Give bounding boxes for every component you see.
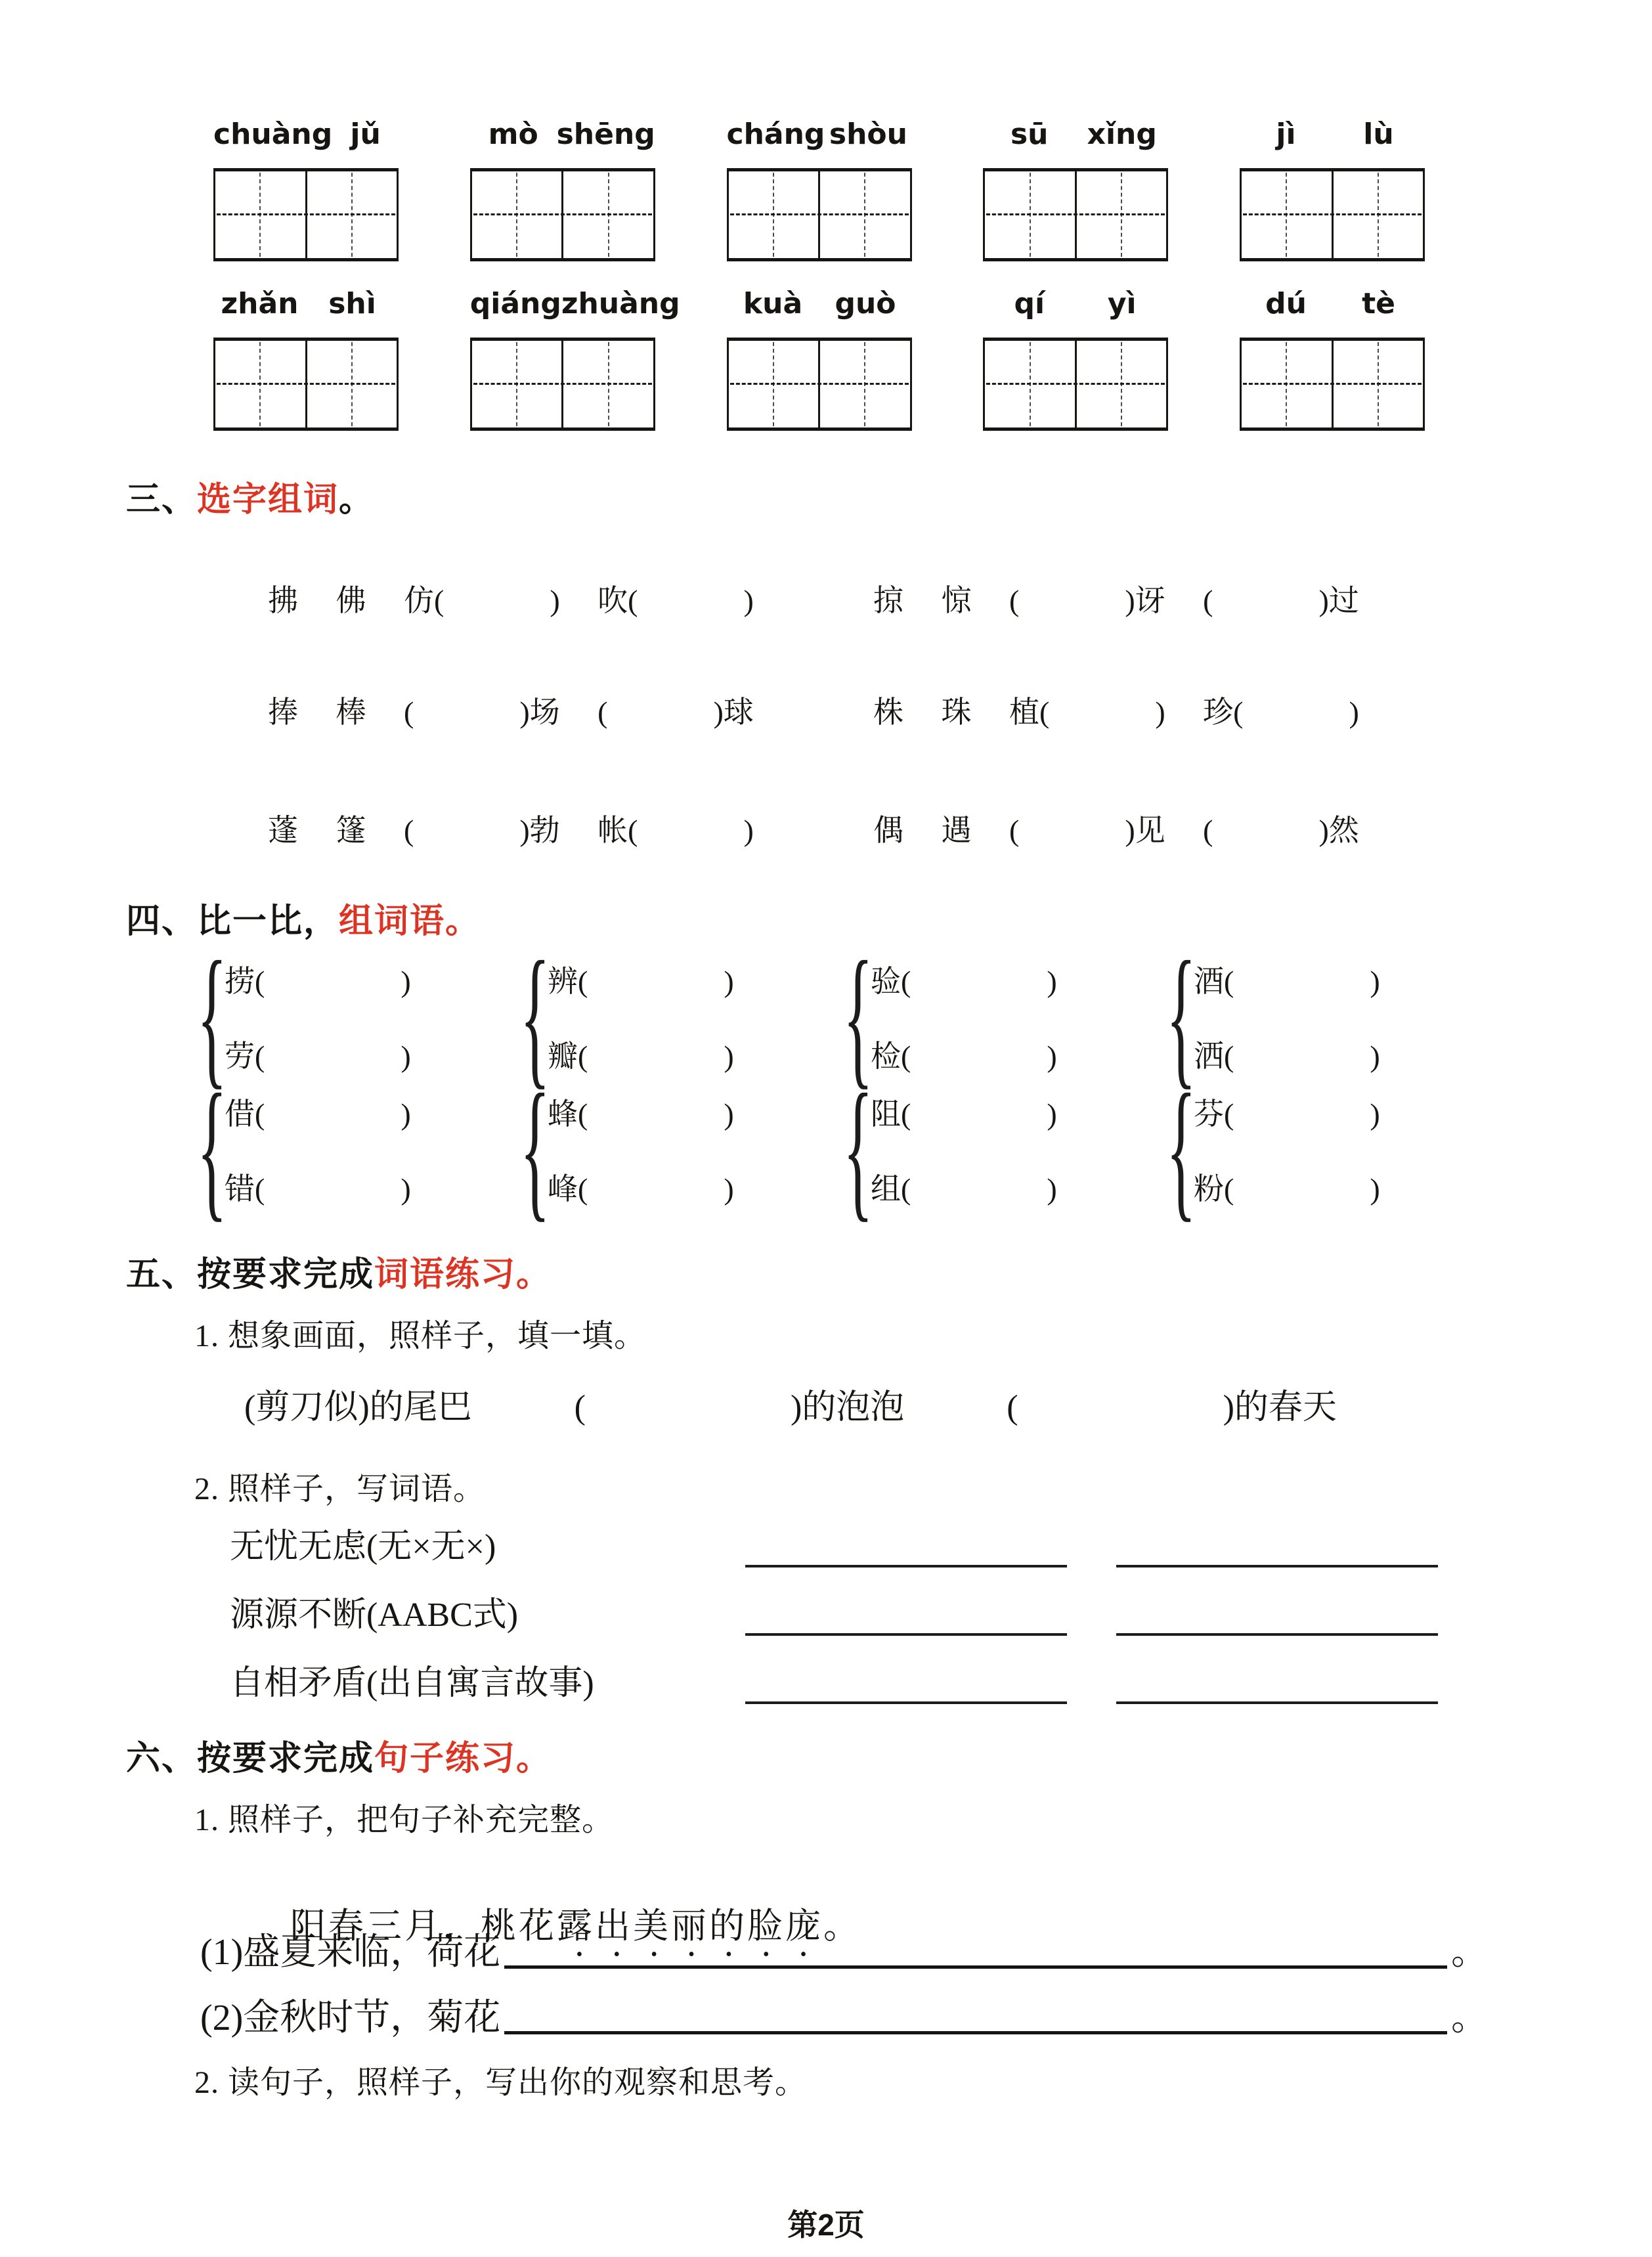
writing-grid — [727, 168, 912, 261]
pinyin-syllable: sū — [1010, 118, 1049, 151]
question-period: 。 — [1451, 1932, 1488, 1973]
left-brace-icon — [197, 1087, 225, 1212]
writing-grid — [213, 338, 399, 431]
compare-pair — [843, 1084, 1166, 1215]
pinyin-labels-row2 — [213, 282, 1425, 431]
answer-blank — [745, 1525, 1067, 1567]
choose-word-row — [268, 806, 1652, 850]
question-label: (2)金秋时节，菊花 — [200, 1998, 501, 2038]
pinyin-syllable: jǔ — [350, 118, 381, 151]
writing-grid — [1240, 338, 1425, 431]
pinyin-syllable: dú — [1265, 287, 1307, 320]
pinyin-syllable: zhuàng — [561, 287, 680, 320]
grid-cell — [305, 171, 397, 258]
section5-item1: 1. 想象画面，照样子，填一填。 — [194, 1319, 647, 1353]
pinyin-word — [1240, 113, 1425, 261]
word-pattern-label: 源源不断(AABC式) — [230, 1596, 519, 1634]
pair-top: 芬( ) — [1194, 1097, 1380, 1131]
pinyin-syllable: cháng — [726, 118, 825, 151]
pinyin-syllable: shòu — [829, 118, 907, 151]
section6-title: 句子练习 — [374, 1740, 517, 1778]
writing-grid — [213, 168, 399, 261]
writing-grid — [727, 338, 912, 431]
pair-bottom: 组( ) — [871, 1172, 1057, 1206]
word-pattern-row — [230, 1655, 1652, 1704]
pinyin-syllable: qiáng — [469, 287, 561, 320]
answer-blank — [1116, 1662, 1438, 1704]
writing-grid — [470, 168, 655, 261]
word-pattern-row — [230, 1518, 1652, 1567]
grid-cell — [305, 341, 397, 427]
pinyin-word — [727, 282, 912, 431]
grid-cell — [818, 171, 910, 258]
pinyin-label — [213, 113, 399, 151]
choose-word-group: 偶 遇 ( )见 ( )然 — [873, 814, 1359, 847]
left-brace-icon — [197, 954, 225, 1079]
compare-pairs-row — [197, 1084, 1652, 1215]
pinyin-syllable: tè — [1362, 287, 1395, 320]
pair-bottom: 粉( ) — [1194, 1172, 1380, 1206]
pinyin-syllable: jì — [1276, 118, 1296, 151]
pinyin-label — [1240, 113, 1425, 151]
section6-item1: 1. 照样子，把句子补充完整。 — [194, 1803, 615, 1837]
pair-top: 验( ) — [871, 965, 1057, 998]
answer-blank — [745, 1594, 1067, 1636]
writing-grid — [983, 338, 1168, 431]
grid-cell — [729, 171, 819, 258]
pinyin-word — [983, 282, 1168, 431]
grid-cell — [1332, 171, 1424, 258]
pinyin-word — [213, 113, 399, 261]
grid-cell — [1242, 341, 1332, 427]
section3-heading — [126, 471, 1652, 521]
pair-bottom: 瓣( ) — [548, 1040, 734, 1073]
pair-bottom: 劳( ) — [225, 1040, 411, 1073]
grid-cell — [472, 171, 562, 258]
pinyin-syllable: qí — [1014, 287, 1045, 320]
pair-top: 酒( ) — [1194, 965, 1380, 998]
writing-grid — [983, 168, 1168, 261]
choose-word-group: 拂 佛 仿( ) 吹( ) — [268, 584, 754, 617]
left-brace-icon — [843, 1087, 871, 1212]
question-period: 。 — [1451, 1998, 1488, 2038]
choose-word-group: 捧 棒 ( )场 ( )球 — [268, 695, 754, 729]
section3-number: 三、 — [126, 481, 198, 519]
pinyin-syllable: guò — [835, 287, 896, 320]
section5-period: 。 — [516, 1256, 552, 1294]
grid-cell — [729, 341, 819, 427]
grid-cell — [1075, 171, 1167, 258]
page-number: 第2页 — [787, 2208, 865, 2242]
word-pattern-label: 自相矛盾(出自寓言故事) — [230, 1665, 594, 1702]
pinyin-word — [469, 282, 680, 431]
choose-word-group: 蓬 篷 ( )勃 帐( ) — [268, 814, 754, 847]
pinyin-label — [983, 113, 1168, 151]
pinyin-block-row2 — [0, 282, 1652, 431]
word-pattern-label: 无忧无虑(无×无×) — [230, 1528, 496, 1566]
pair-top: 蜂( ) — [548, 1097, 734, 1131]
section6-item2: 2. 读句子，照样子，写出你的观察和思考。 — [194, 2065, 808, 2100]
pinyin-word — [1240, 282, 1425, 431]
pinyin-label — [983, 282, 1168, 320]
pinyin-label — [727, 282, 912, 320]
section4-heading — [126, 893, 1652, 942]
pair-bottom: 峰( ) — [548, 1172, 734, 1206]
compare-pair — [843, 951, 1166, 1082]
choose-word-group: 掠 惊 ( )讶 ( )过 — [873, 584, 1359, 617]
section6-heading — [126, 1730, 1652, 1780]
choose-word-group: 株 珠 植( ) 珍( ) — [873, 695, 1359, 729]
answer-blank — [745, 1662, 1067, 1704]
writing-grid — [1240, 168, 1425, 261]
sentence-question-1 — [200, 1923, 1488, 1975]
section4-title: 组词语 — [339, 902, 446, 940]
pinyin-syllable: kuà — [743, 287, 803, 320]
compare-pair — [197, 951, 520, 1082]
pinyin-word — [983, 113, 1168, 261]
pinyin-block-row1 — [0, 113, 1652, 261]
section3-title: 选字组词 — [197, 481, 339, 519]
grid-cell — [985, 171, 1075, 258]
pair-top: 阻( ) — [871, 1097, 1057, 1131]
pinyin-labels-row1 — [213, 113, 1425, 261]
section5-item2: 2. 照样子，写词语。 — [194, 1472, 486, 1506]
pair-bottom: 检( ) — [871, 1040, 1057, 1073]
choose-word-row — [268, 577, 1652, 620]
pinyin-label — [1240, 282, 1425, 320]
pinyin-label — [213, 282, 399, 320]
section6-number: 六、按要求完成 — [126, 1740, 375, 1778]
pinyin-label — [727, 113, 912, 151]
pinyin-syllable: yì — [1107, 287, 1137, 320]
left-brace-icon — [1166, 954, 1194, 1079]
grid-cell — [472, 341, 562, 427]
section5-title: 词语练习 — [374, 1256, 517, 1294]
pinyin-syllable: shì — [328, 287, 376, 320]
pinyin-word — [213, 282, 399, 431]
pinyin-syllable: chuàng — [213, 118, 333, 151]
pinyin-syllable: zhǎn — [221, 287, 299, 320]
pinyin-word — [470, 113, 655, 261]
pair-bottom: 错( ) — [225, 1172, 411, 1206]
pinyin-word — [727, 113, 912, 261]
answer-underline — [504, 1995, 1447, 2034]
pair-top: 辨( ) — [548, 965, 734, 998]
compare-pair — [197, 1084, 520, 1215]
compare-pair — [520, 1084, 843, 1215]
grid-cell — [818, 341, 910, 427]
grid-cell — [215, 341, 305, 427]
section6-period: 。 — [516, 1740, 552, 1778]
pinyin-syllable: shēng — [556, 118, 655, 151]
pinyin-syllable: mò — [488, 118, 538, 151]
grid-cell — [215, 171, 305, 258]
left-brace-icon — [1166, 1087, 1194, 1212]
grid-cell — [1075, 341, 1167, 427]
writing-grid — [470, 338, 655, 431]
question-label: (1)盛夏来临，荷花 — [200, 1932, 501, 1973]
section5-heading — [126, 1246, 1652, 1296]
pair-top: 捞( ) — [225, 965, 411, 998]
example-pre: 阳春三月，桃花 — [290, 1906, 557, 1946]
left-brace-icon — [520, 954, 548, 1079]
compare-pair — [520, 951, 843, 1082]
example-emphasized-text: 露出美丽的脸庞 — [557, 1906, 823, 1946]
emphasis-dots: • • • • • • • — [576, 1944, 810, 1965]
answer-blank — [1116, 1525, 1438, 1567]
grid-cell — [1332, 341, 1424, 427]
grid-cell — [1242, 171, 1332, 258]
section5-number: 五、按要求完成 — [126, 1256, 375, 1294]
compare-pair — [1166, 1084, 1489, 1215]
pair-bottom: 洒( ) — [1194, 1040, 1380, 1073]
word-pattern-row — [230, 1587, 1652, 1636]
sentence-question-2 — [200, 1988, 1488, 2041]
section4-period: 。 — [445, 902, 481, 940]
fill-in-line: (剪刀似)的尾巴 ( )的泡泡 ( )的春天 — [244, 1389, 1337, 1426]
compare-pairs-row — [197, 951, 1652, 1082]
pinyin-syllable: lù — [1363, 118, 1394, 151]
grid-cell — [561, 341, 653, 427]
section4-number: 四、比一比， — [126, 902, 339, 940]
pinyin-syllable: xǐng — [1087, 118, 1157, 151]
pinyin-label — [470, 113, 655, 151]
pinyin-label — [469, 282, 680, 320]
choose-word-row — [268, 688, 1652, 732]
answer-blank — [1116, 1594, 1438, 1636]
grid-cell — [985, 341, 1075, 427]
compare-pair — [1166, 951, 1489, 1082]
example-end: 。 — [823, 1906, 861, 1946]
grid-cell — [561, 171, 653, 258]
left-brace-icon — [843, 954, 871, 1079]
section3-period: 。 — [339, 481, 375, 519]
pair-top: 借( ) — [225, 1097, 411, 1131]
left-brace-icon — [520, 1087, 548, 1212]
answer-underline — [504, 1929, 1447, 1969]
